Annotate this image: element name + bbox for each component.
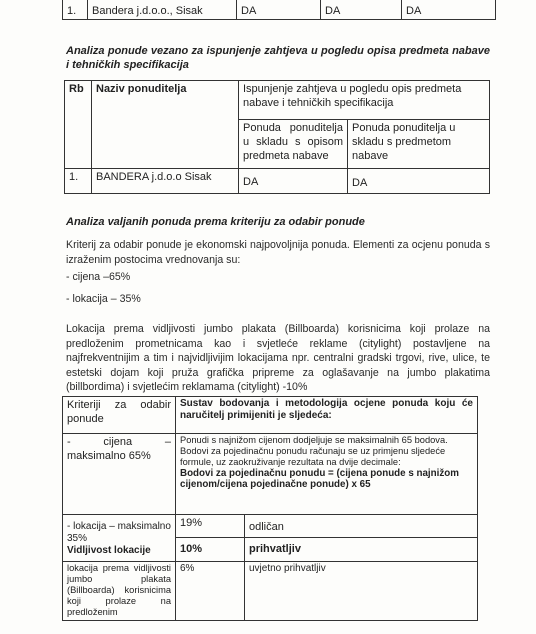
location-paragraph: Lokacija prema vidljivosti jumbo plakata (Billboarda) korisnicima koji prolaze na predloženim prometnicama kao i svjetleće reklame (citylight) postavljene na najfrekventnijim a tim i najvidljivijim lokacijama npr. centralni gradski trgovi, rive, ulice, te estetski dojam koji pruža grafička pripreme za oglašavanje na jumbo plakatima (billbordima) i svjetlećim reklamama (citylight) -10% [66, 323, 490, 393]
cell-rb: 1. [63, 0, 88, 20]
table-header-row [65, 81, 490, 120]
subheader-subject: Ponuda ponuditelja u skladu s predmetom nabave [348, 120, 490, 169]
cell-da-3: DA [402, 0, 496, 20]
loc-desc-1: odličan [245, 515, 478, 538]
price-criterion-label: - cijena – maksimalno 65% [63, 434, 176, 515]
header-fulfilment: Ispunjenje zahtjeva u pogledu opis predmeta nabave i tehničkih specifikacija [239, 81, 490, 120]
table-row [63, 562, 478, 621]
loc-pct-3: 6% [176, 562, 245, 621]
price-scoring-desc [176, 434, 478, 515]
criteria-item-location: - lokacija – 35% [66, 293, 141, 305]
loc-pct-2: 10% [176, 538, 245, 562]
table-row [65, 169, 490, 194]
scoring-table [62, 396, 478, 621]
location-label-text: - lokacija – maksimalno 35% [67, 521, 171, 544]
cell-bidder: Bandera j.d.o.o., Sisak [88, 0, 237, 20]
price-formula: Bodovi za pojedinačnu ponudu = (cijena ponude s najnižom cijenom/cijena pojedinačne ponude) x 65 [180, 468, 459, 490]
location-visibility-desc: lokacija prema vidljivosti jumbo plakata (Billboarda) korisnicima koji prolaze na predloženim [63, 562, 176, 621]
criteria-item-price: - cijena –65% [66, 271, 131, 283]
criteria-intro-paragraph: Kriterij za odabir ponude je ekonomski najpovoljnija ponuda. Elementi za ocjenu ponuda s izraženim postocima vrednovanja su: [66, 239, 490, 266]
cell-da-1: DA [237, 0, 321, 20]
table-row [63, 0, 496, 20]
cell-bidder: BANDERA j.d.o.o Sisak [92, 169, 239, 194]
section-heading-criteria: Analiza valjanih ponuda prema kriteriju za odabir ponude [66, 216, 365, 228]
cell-da-1: DA [239, 169, 348, 194]
loc-pct-1: 19% [176, 515, 245, 538]
subheader-scope: Ponuda ponuditelja u skladu s opisom predmeta nabave [239, 120, 348, 169]
header-criteria: Kriteriji za odabir ponude [63, 397, 176, 434]
section-heading-tech: Analiza ponude vezano za ispunjenje zahtjeva u pogledu opisa predmeta nabave i tehničkih specifikacija [66, 45, 490, 71]
location-criterion-label [63, 515, 176, 562]
price-scoring-text: Ponudi s najnižom cijenom dodjeljuje se maksimalnih 65 bodova. Bodovi za pojedinačnu ponudu računaju se uz primjenu sljedeće formule, uz zaokruživanje rezultata na dvije decimale: [180, 435, 448, 467]
tech-spec-table [64, 80, 490, 194]
loc-desc-2: prihvatljiv [245, 538, 478, 562]
cell-da-2: DA [348, 169, 490, 194]
header-bidder-name: Naziv ponuditelja [92, 81, 239, 169]
cell-rb: 1. [65, 169, 92, 194]
header-scoring-system: Sustav bodovanja i metodologija ocjene ponuda koju će naručitelj primijeniti je sljedeća: [176, 397, 478, 434]
header-rb: Rb [65, 81, 92, 169]
table-header-row [63, 397, 478, 434]
table-row [63, 515, 478, 538]
cell-da-2: DA [321, 0, 402, 20]
top-result-table [62, 0, 496, 20]
visibility-label: Vidljivost lokacije [67, 545, 151, 556]
loc-desc-3: uvjetno prihvatljiv [245, 562, 478, 621]
table-row [63, 434, 478, 515]
